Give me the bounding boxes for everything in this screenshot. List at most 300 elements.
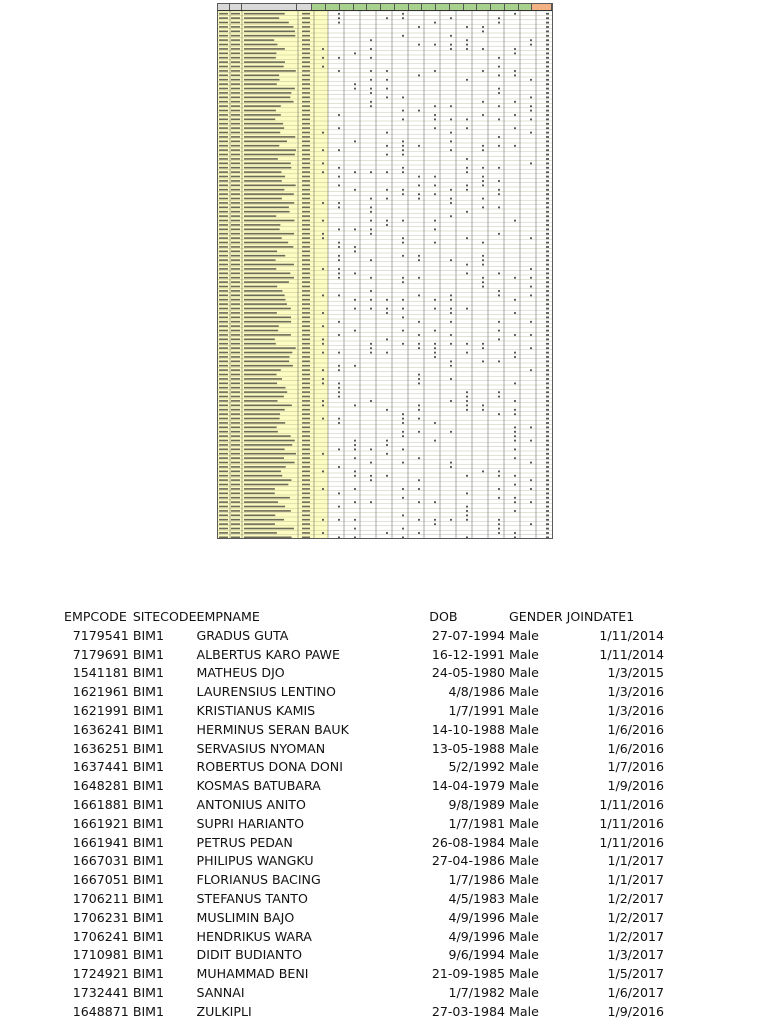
thumbnail-header-cell xyxy=(340,4,354,10)
thumbnail-text-mark xyxy=(219,229,228,231)
thumbnail-text-mark xyxy=(498,273,500,275)
thumbnail-text-mark xyxy=(546,537,549,539)
thumbnail-text-mark xyxy=(450,431,452,433)
thumbnail-text-mark xyxy=(231,189,240,191)
cell-empname: MATHEUS DJO xyxy=(196,665,285,681)
thumbnail-text-mark xyxy=(302,242,310,244)
table-row xyxy=(64,871,664,890)
thumbnail-text-mark xyxy=(514,537,516,539)
thumbnail-text-mark xyxy=(244,299,286,301)
thumbnail-text-mark xyxy=(219,233,228,235)
thumbnail-text-mark xyxy=(231,321,240,323)
thumbnail-text-mark xyxy=(231,413,240,415)
thumbnail-text-mark xyxy=(370,171,372,173)
thumbnail-text-mark xyxy=(244,119,275,121)
cell-joindate: 1/6/2017 xyxy=(607,984,664,1000)
thumbnail-text-mark xyxy=(498,57,500,59)
thumbnail-text-mark xyxy=(498,145,500,147)
thumbnail-text-mark xyxy=(302,215,310,217)
thumbnail-text-mark xyxy=(231,105,240,107)
thumbnail-text-mark xyxy=(402,299,404,301)
thumbnail-text-mark xyxy=(302,264,310,266)
thumbnail-text-mark xyxy=(514,449,516,451)
thumbnail-text-mark xyxy=(370,501,372,503)
thumbnail-text-mark xyxy=(244,378,282,380)
thumbnail-text-mark xyxy=(402,149,404,151)
thumbnail-text-mark xyxy=(450,259,452,261)
thumbnail-text-mark xyxy=(231,475,240,477)
thumbnail-text-mark xyxy=(231,70,240,72)
thumbnail-text-mark xyxy=(302,211,310,213)
header-sitecode: SITECODE xyxy=(132,609,197,624)
thumbnail-text-mark xyxy=(219,277,228,279)
thumbnail-text-mark xyxy=(302,273,310,275)
thumbnail-text-mark xyxy=(450,343,452,345)
thumbnail-text-mark xyxy=(219,413,228,415)
thumbnail-text-mark xyxy=(546,501,549,503)
cell-joindate: 1/2/2017 xyxy=(607,909,664,925)
thumbnail-text-mark xyxy=(302,158,310,160)
thumbnail-text-mark xyxy=(244,383,277,385)
thumbnail-text-mark xyxy=(546,361,549,363)
thumbnail-text-mark xyxy=(302,312,310,314)
thumbnail-text-mark xyxy=(219,39,228,41)
thumbnail-text-mark xyxy=(482,471,484,473)
thumbnail-text-mark xyxy=(402,189,404,191)
thumbnail-text-mark xyxy=(244,427,277,429)
thumbnail-text-mark xyxy=(338,418,340,420)
thumbnail-text-mark xyxy=(244,31,295,33)
table-row xyxy=(64,1003,664,1022)
thumbnail-text-mark xyxy=(546,347,549,349)
thumbnail-text-mark xyxy=(302,185,310,187)
thumbnail-text-mark xyxy=(338,352,340,354)
thumbnail-text-mark xyxy=(302,119,310,121)
thumbnail-text-mark xyxy=(370,479,372,481)
thumbnail-text-mark xyxy=(302,127,310,129)
thumbnail-text-mark xyxy=(219,515,228,517)
cell-empcode: 1648871 xyxy=(72,1003,129,1019)
thumbnail-text-mark xyxy=(302,466,310,468)
table-row xyxy=(64,796,664,815)
thumbnail-text-mark xyxy=(219,251,228,253)
thumbnail-text-mark xyxy=(466,211,468,213)
thumbnail-text-mark xyxy=(482,264,484,266)
thumbnail-text-mark xyxy=(498,119,500,121)
thumbnail-text-mark xyxy=(546,484,549,486)
thumbnail-text-mark xyxy=(244,510,291,512)
thumbnail-text-mark xyxy=(231,352,240,354)
thumbnail-text-mark xyxy=(302,374,310,376)
thumbnail-text-mark xyxy=(514,352,516,354)
thumbnail-text-mark xyxy=(302,361,310,363)
thumbnail-text-mark xyxy=(498,207,500,209)
thumbnail-text-mark xyxy=(338,207,340,209)
thumbnail-text-mark xyxy=(244,286,277,288)
thumbnail-text-mark xyxy=(219,101,228,103)
thumbnail-text-mark xyxy=(402,242,404,244)
thumbnail-text-mark xyxy=(546,105,549,107)
thumbnail-text-mark xyxy=(219,220,228,222)
thumbnail-text-mark xyxy=(530,427,532,429)
thumbnail-text-mark xyxy=(450,334,452,336)
thumbnail-text-mark xyxy=(231,31,240,33)
thumbnail-text-mark xyxy=(231,75,240,77)
cell-joindate: 1/6/2016 xyxy=(607,721,664,737)
thumbnail-text-mark xyxy=(302,347,310,349)
thumbnail-text-mark xyxy=(418,418,420,420)
thumbnail-text-mark xyxy=(386,312,388,314)
thumbnail-text-mark xyxy=(482,114,484,116)
thumbnail-text-mark xyxy=(244,246,293,248)
thumbnail-text-mark xyxy=(402,110,404,112)
thumbnail-text-mark xyxy=(450,202,452,204)
thumbnail-text-mark xyxy=(302,246,310,248)
thumbnail-text-mark xyxy=(546,339,549,341)
thumbnail-text-mark xyxy=(302,400,310,402)
thumbnail-text-mark xyxy=(244,171,281,173)
thumbnail-text-mark xyxy=(231,396,240,398)
thumbnail-text-mark xyxy=(546,39,549,41)
thumbnail-text-mark xyxy=(231,176,240,178)
thumbnail-text-mark xyxy=(354,488,356,490)
thumbnail-text-mark xyxy=(402,431,404,433)
thumbnail-text-mark xyxy=(498,167,500,169)
thumbnail-text-mark xyxy=(302,453,310,455)
thumbnail-text-mark xyxy=(386,440,388,442)
thumbnail-text-mark xyxy=(322,369,324,371)
thumbnail-text-mark xyxy=(231,453,240,455)
header-gender: GENDER xyxy=(509,609,563,624)
thumbnail-text-mark xyxy=(244,479,291,481)
thumbnail-text-mark xyxy=(231,215,240,217)
thumbnail-text-mark xyxy=(219,237,228,239)
thumbnail-text-mark xyxy=(244,83,277,85)
table-row xyxy=(64,965,664,984)
cell-empcode: 1667031 xyxy=(72,853,129,869)
thumbnail-text-mark xyxy=(244,471,281,473)
thumbnail-text-mark xyxy=(219,211,228,213)
thumbnail-text-mark xyxy=(434,193,436,195)
thumbnail-text-mark xyxy=(514,409,516,411)
thumbnail-text-mark xyxy=(450,299,452,301)
thumbnail-text-mark xyxy=(244,484,288,486)
thumbnail-header-cell xyxy=(354,4,368,10)
thumbnail-text-mark xyxy=(244,207,289,209)
thumbnail-text-mark xyxy=(244,237,282,239)
thumbnail-text-mark xyxy=(514,510,516,512)
table-row xyxy=(64,627,664,646)
thumbnail-text-mark xyxy=(231,61,240,63)
thumbnail-text-mark xyxy=(322,202,324,204)
cell-joindate: 1/2/2017 xyxy=(607,890,664,906)
thumbnail-text-mark xyxy=(546,211,549,213)
thumbnail-text-mark xyxy=(219,383,228,385)
thumbnail-text-mark xyxy=(386,70,388,72)
thumbnail-text-mark xyxy=(354,88,356,90)
cell-empcode: 1636251 xyxy=(72,740,129,756)
thumbnail-text-mark xyxy=(546,233,549,235)
thumbnail-text-mark xyxy=(546,343,549,345)
cell-gender: Male xyxy=(509,721,539,737)
thumbnail-text-mark xyxy=(450,519,452,521)
thumbnail-text-mark xyxy=(434,242,436,244)
thumbnail-text-mark xyxy=(244,303,287,305)
thumbnail-text-mark xyxy=(231,97,240,99)
thumbnail-text-mark xyxy=(418,255,420,257)
thumbnail-text-mark xyxy=(219,501,228,503)
thumbnail-text-mark xyxy=(302,369,310,371)
thumbnail-text-mark xyxy=(418,501,420,503)
thumbnail-text-mark xyxy=(244,114,281,116)
thumbnail-text-mark xyxy=(219,132,228,134)
thumbnail-text-mark xyxy=(231,462,240,464)
thumbnail-text-mark xyxy=(244,202,294,204)
thumbnail-text-mark xyxy=(302,444,310,446)
thumbnail-text-mark xyxy=(244,70,296,72)
thumbnail-text-mark xyxy=(244,488,275,490)
thumbnail-text-mark xyxy=(546,488,549,490)
thumbnail-text-mark xyxy=(231,484,240,486)
thumbnail-text-mark xyxy=(514,497,516,499)
thumbnail-text-mark xyxy=(302,224,310,226)
cell-dob: 4/8/1986 xyxy=(448,684,506,700)
thumbnail-text-mark xyxy=(386,532,388,534)
thumbnail-text-mark xyxy=(338,295,340,297)
thumbnail-text-mark xyxy=(546,154,549,156)
thumbnail-text-mark xyxy=(498,321,500,323)
thumbnail-text-mark xyxy=(514,435,516,437)
thumbnail-text-mark xyxy=(498,471,500,473)
thumbnail-text-mark xyxy=(514,475,516,477)
thumbnail-text-mark xyxy=(302,26,310,28)
thumbnail-text-mark xyxy=(370,277,372,279)
thumbnail-text-mark xyxy=(482,259,484,261)
thumbnail-text-mark xyxy=(231,66,240,68)
thumbnail-text-mark xyxy=(338,13,340,15)
thumbnail-text-mark xyxy=(219,462,228,464)
thumbnail-text-mark xyxy=(244,136,295,138)
thumbnail-text-mark xyxy=(402,17,404,19)
thumbnail-text-mark xyxy=(386,79,388,81)
thumbnail-text-mark xyxy=(302,457,310,459)
thumbnail-text-mark xyxy=(244,312,277,314)
thumbnail-text-mark xyxy=(530,334,532,336)
thumbnail-text-mark xyxy=(546,449,549,451)
cell-gender: Male xyxy=(509,778,539,794)
thumbnail-text-mark xyxy=(530,462,532,464)
thumbnail-text-mark xyxy=(370,352,372,354)
thumbnail-text-mark xyxy=(219,484,228,486)
thumbnail-text-mark xyxy=(219,493,228,495)
thumbnail-text-mark xyxy=(530,488,532,490)
thumbnail-text-mark xyxy=(482,361,484,363)
thumbnail-text-mark xyxy=(450,44,452,46)
thumbnail-text-mark xyxy=(370,343,372,345)
thumbnail-text-mark xyxy=(302,171,310,173)
thumbnail-text-mark xyxy=(244,66,284,68)
cell-empcode: 1661881 xyxy=(72,796,129,812)
thumbnail-text-mark xyxy=(302,70,310,72)
thumbnail-text-mark xyxy=(231,378,240,380)
thumbnail-text-mark xyxy=(231,299,240,301)
thumbnail-text-mark xyxy=(244,532,277,534)
thumbnail-text-mark xyxy=(338,17,340,19)
thumbnail-text-mark xyxy=(338,506,340,508)
thumbnail-text-mark xyxy=(219,207,228,209)
thumbnail-text-mark xyxy=(322,312,324,314)
thumbnail-text-mark xyxy=(219,378,228,380)
thumbnail-text-mark xyxy=(386,220,388,222)
thumbnail-text-mark xyxy=(338,493,340,495)
thumbnail-text-mark xyxy=(546,114,549,116)
thumbnail-text-mark xyxy=(219,149,228,151)
thumbnail-text-mark xyxy=(219,48,228,50)
cell-empname: KRISTIANUS KAMIS xyxy=(196,702,316,718)
cell-joindate: 1/9/2016 xyxy=(607,778,664,794)
table-row xyxy=(64,721,664,740)
thumbnail-text-mark xyxy=(418,457,420,459)
thumbnail-text-mark xyxy=(498,488,500,490)
thumbnail-text-mark xyxy=(402,528,404,530)
thumbnail-text-mark xyxy=(219,198,228,200)
thumbnail-text-mark xyxy=(482,48,484,50)
table-row xyxy=(64,946,664,965)
thumbnail-text-mark xyxy=(386,409,388,411)
thumbnail-text-mark xyxy=(219,299,228,301)
thumbnail-text-mark xyxy=(418,347,420,349)
thumbnail-text-mark xyxy=(231,180,240,182)
thumbnail-text-mark xyxy=(418,519,420,521)
thumbnail-text-mark xyxy=(546,17,549,19)
thumbnail-text-mark xyxy=(546,479,549,481)
thumbnail-text-mark xyxy=(244,39,274,41)
cell-gender: Male xyxy=(509,759,539,775)
thumbnail-text-mark xyxy=(418,259,420,261)
thumbnail-text-mark xyxy=(302,299,310,301)
thumbnail-text-mark xyxy=(546,431,549,433)
thumbnail-text-mark xyxy=(302,440,310,442)
table-row xyxy=(64,777,664,796)
thumbnail-text-mark xyxy=(338,114,340,116)
thumbnail-text-mark xyxy=(244,440,295,442)
thumbnail-text-mark xyxy=(219,325,228,327)
cell-gender: Male xyxy=(509,834,539,850)
cell-dob: 27-07-1994 xyxy=(431,627,506,643)
thumbnail-text-mark xyxy=(546,457,549,459)
thumbnail-text-mark xyxy=(434,440,436,442)
thumbnail-text-mark xyxy=(219,440,228,442)
thumbnail-text-mark xyxy=(302,105,310,107)
thumbnail-text-mark xyxy=(386,339,388,341)
thumbnail-text-mark xyxy=(466,519,468,521)
thumbnail-text-mark xyxy=(482,242,484,244)
thumbnail-text-mark xyxy=(482,347,484,349)
thumbnail-text-mark xyxy=(244,356,290,358)
thumbnail-text-mark xyxy=(302,488,310,490)
thumbnail-text-mark xyxy=(450,141,452,143)
thumbnail-text-mark xyxy=(386,352,388,354)
thumbnail-text-mark xyxy=(302,149,310,151)
thumbnail-text-mark xyxy=(322,488,324,490)
thumbnail-text-mark xyxy=(546,334,549,336)
thumbnail-text-mark xyxy=(498,475,500,477)
thumbnail-text-mark xyxy=(302,391,310,393)
thumbnail-text-mark xyxy=(466,273,468,275)
thumbnail-text-mark xyxy=(219,22,228,24)
thumbnail-text-mark xyxy=(386,308,388,310)
thumbnail-text-mark xyxy=(450,361,452,363)
thumbnail-text-mark xyxy=(302,484,310,486)
cell-joindate: 1/2/2017 xyxy=(607,928,664,944)
thumbnail-text-mark xyxy=(302,431,310,433)
thumbnail-header-cell xyxy=(450,4,464,10)
thumbnail-text-mark xyxy=(322,295,324,297)
thumbnail-text-mark xyxy=(514,440,516,442)
thumbnail-text-mark xyxy=(546,22,549,24)
thumbnail-text-mark xyxy=(219,92,228,94)
thumbnail-text-mark xyxy=(231,127,240,129)
thumbnail-text-mark xyxy=(302,493,310,495)
thumbnail-text-mark xyxy=(219,449,228,451)
thumbnail-text-mark xyxy=(244,339,275,341)
thumbnail-text-mark xyxy=(231,431,240,433)
thumbnail-text-mark xyxy=(244,132,280,134)
thumbnail-text-mark xyxy=(322,519,324,521)
thumbnail-text-mark xyxy=(498,339,500,341)
thumbnail-text-mark xyxy=(231,48,240,50)
thumbnail-text-mark xyxy=(370,229,372,231)
thumbnail-text-mark xyxy=(219,528,228,530)
thumbnail-text-mark xyxy=(450,105,452,107)
thumbnail-text-mark xyxy=(302,57,310,59)
cell-empname: HERMINUS SERAN BAUK xyxy=(196,721,349,737)
thumbnail-text-mark xyxy=(302,35,310,37)
cell-empcode: 1621991 xyxy=(72,702,129,718)
thumbnail-text-mark xyxy=(244,457,284,459)
thumbnail-header-cell xyxy=(491,4,505,10)
thumbnail-text-mark xyxy=(219,145,228,147)
thumbnail-text-mark xyxy=(219,303,228,305)
thumbnail-text-mark xyxy=(244,35,295,37)
thumbnail-text-mark xyxy=(302,251,310,253)
cell-empcode: 1636241 xyxy=(72,721,129,737)
thumbnail-text-mark xyxy=(219,286,228,288)
cell-sitecode: BIM1 xyxy=(132,1003,165,1019)
thumbnail-text-mark xyxy=(338,391,340,393)
thumbnail-text-mark xyxy=(302,163,310,165)
thumbnail-text-mark xyxy=(498,22,500,24)
thumbnail-text-mark xyxy=(498,92,500,94)
thumbnail-text-mark xyxy=(338,255,340,257)
thumbnail-text-mark xyxy=(219,343,228,345)
thumbnail-text-mark xyxy=(302,75,310,77)
thumbnail-text-mark xyxy=(434,119,436,121)
thumbnail-text-mark xyxy=(370,48,372,50)
thumbnail-text-mark xyxy=(244,321,291,323)
thumbnail-text-mark xyxy=(466,391,468,393)
thumbnail-text-mark xyxy=(231,224,240,226)
thumbnail-text-mark xyxy=(498,295,500,297)
thumbnail-text-mark xyxy=(514,48,516,50)
thumbnail-text-mark xyxy=(231,198,240,200)
thumbnail-text-mark xyxy=(434,220,436,222)
thumbnail-text-mark xyxy=(402,488,404,490)
cell-empcode: 1706211 xyxy=(72,890,129,906)
table-row xyxy=(64,740,664,759)
thumbnail-text-mark xyxy=(244,515,275,517)
thumbnail-text-mark xyxy=(219,427,228,429)
